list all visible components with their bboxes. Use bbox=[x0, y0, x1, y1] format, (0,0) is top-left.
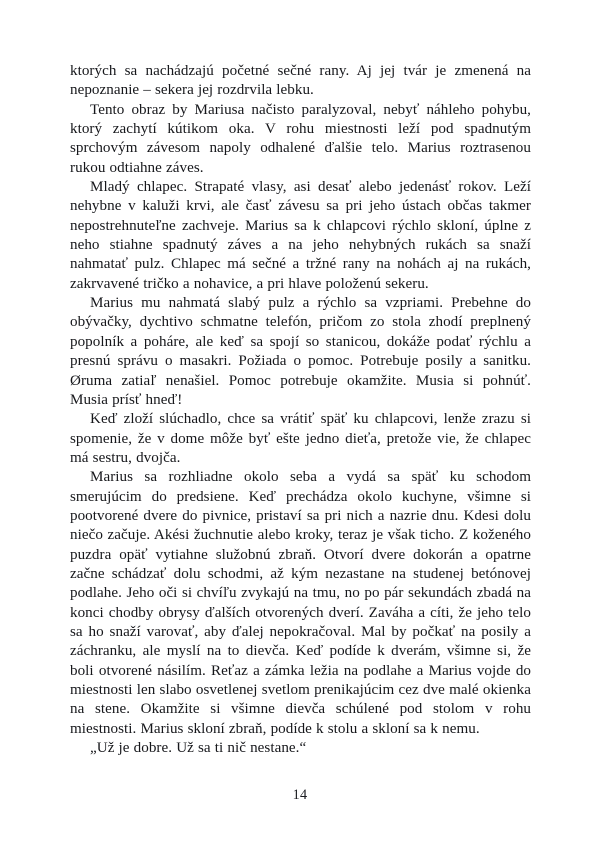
page-text-block bbox=[70, 62, 531, 758]
page-number: 14 bbox=[292, 787, 308, 803]
body-paragraph: Marius sa rozhliadne okolo seba a vydá sa späť ku schodom smerujúcim do predsiene. Keď prechádza okolo kuchyne, všimne si pootvorené dvere do pivnice, pristaví sa pri nich a nazrie dnu. Kdesi dolu niečo začuje. Akési žuchnutie alebo kroky, teraz je však ticho. Z koženého puzdra opäť vytiahne služobnú zbraň. Otvorí dvere dokorán a opatrne začne schádzať dolu schodmi, až kým nezastane na studenej betónovej podlahe. Jeho oči si chvíľu zvykajú na tmu, no po pár sekundách zbadá na konci chodby obrysy ďalších otvorených dverí. Zaváha a cíti, že jeho telo sa ho snaží varovať, aby ďalej nepokračoval. Mal by počkať na posily a záchranku, ale myslí na to dievča. Keď podíde k dverám, všimne si, že boli otvorené násilím. Reťaz a zámka ležia na podlahe a Marius vojde do miestnosti len slabo osvetlenej svetlom prenikajúcim cez dve malé okienka na stene. Okamžite si všimne dievča schúlené pod stolom v rohu miestnosti. Marius skloní zbraň, podíde k stolu a skloní sa k nemu. bbox=[70, 469, 531, 737]
body-paragraph: ktorých sa nachádzajú početné sečné rany. Aj jej tvár je zmenená na nepoznanie – sekera jej rozdrvila lebku. bbox=[70, 63, 531, 99]
body-paragraph: Keď zloží slúchadlo, chce sa vrátiť späť ku chlapcovi, lenže zrazu si spomenie, že v dome môže byť ešte jedno dieťa, pretože vie, že chlapec má sestru, dvojča. bbox=[70, 411, 531, 466]
body-paragraph: Mladý chlapec. Strapaté vlasy, asi desať alebo jedenásť rokov. Leží nehybne v kaluži krvi, ale časť závesu sa pri jeho ústach občas takmer nepostrehnuteľne zachveje. Marius sa k chlapcovi rýchlo skloní, úplne z neho stiahne spadnutý záves a na jeho nehybných rukách sa snaží nahmatať pulz. Chlapec má sečné a tržné rany na nohách aj na rukách, zakrvavené tričko a nohavice, a pri hlave položenú sekeru. bbox=[70, 179, 531, 292]
body-paragraph: Tento obraz by Mariusa načisto paralyzoval, nebyť náhleho pohybu, ktorý zachytí kútikom oka. V rohu miestnosti leží pod spadnutým sprchovým závesom napoly odhalené ďalšie telo. Marius roztrasenou rukou odtiahne záves. bbox=[70, 101, 531, 176]
body-paragraph: „Už je dobre. Už sa ti nič nestane.“ bbox=[90, 740, 307, 757]
body-paragraph: Marius mu nahmatá slabý pulz a rýchlo sa vzpriami. Prebehne do obývačky, dychtivo schmatne telefón, pričom zo stola zhodí preplnený popolník a poháre, ale keď sa spojí so stanicou, dokáže podať rýchlu a presnú správu o masakri. Požiada o pomoc. Potrebuje posily a sanitku. Øruma zatiaľ nenašiel. Pomoc potrebuje okamžite. Musia si pohnúť. Musia prísť hneď! bbox=[70, 295, 531, 408]
